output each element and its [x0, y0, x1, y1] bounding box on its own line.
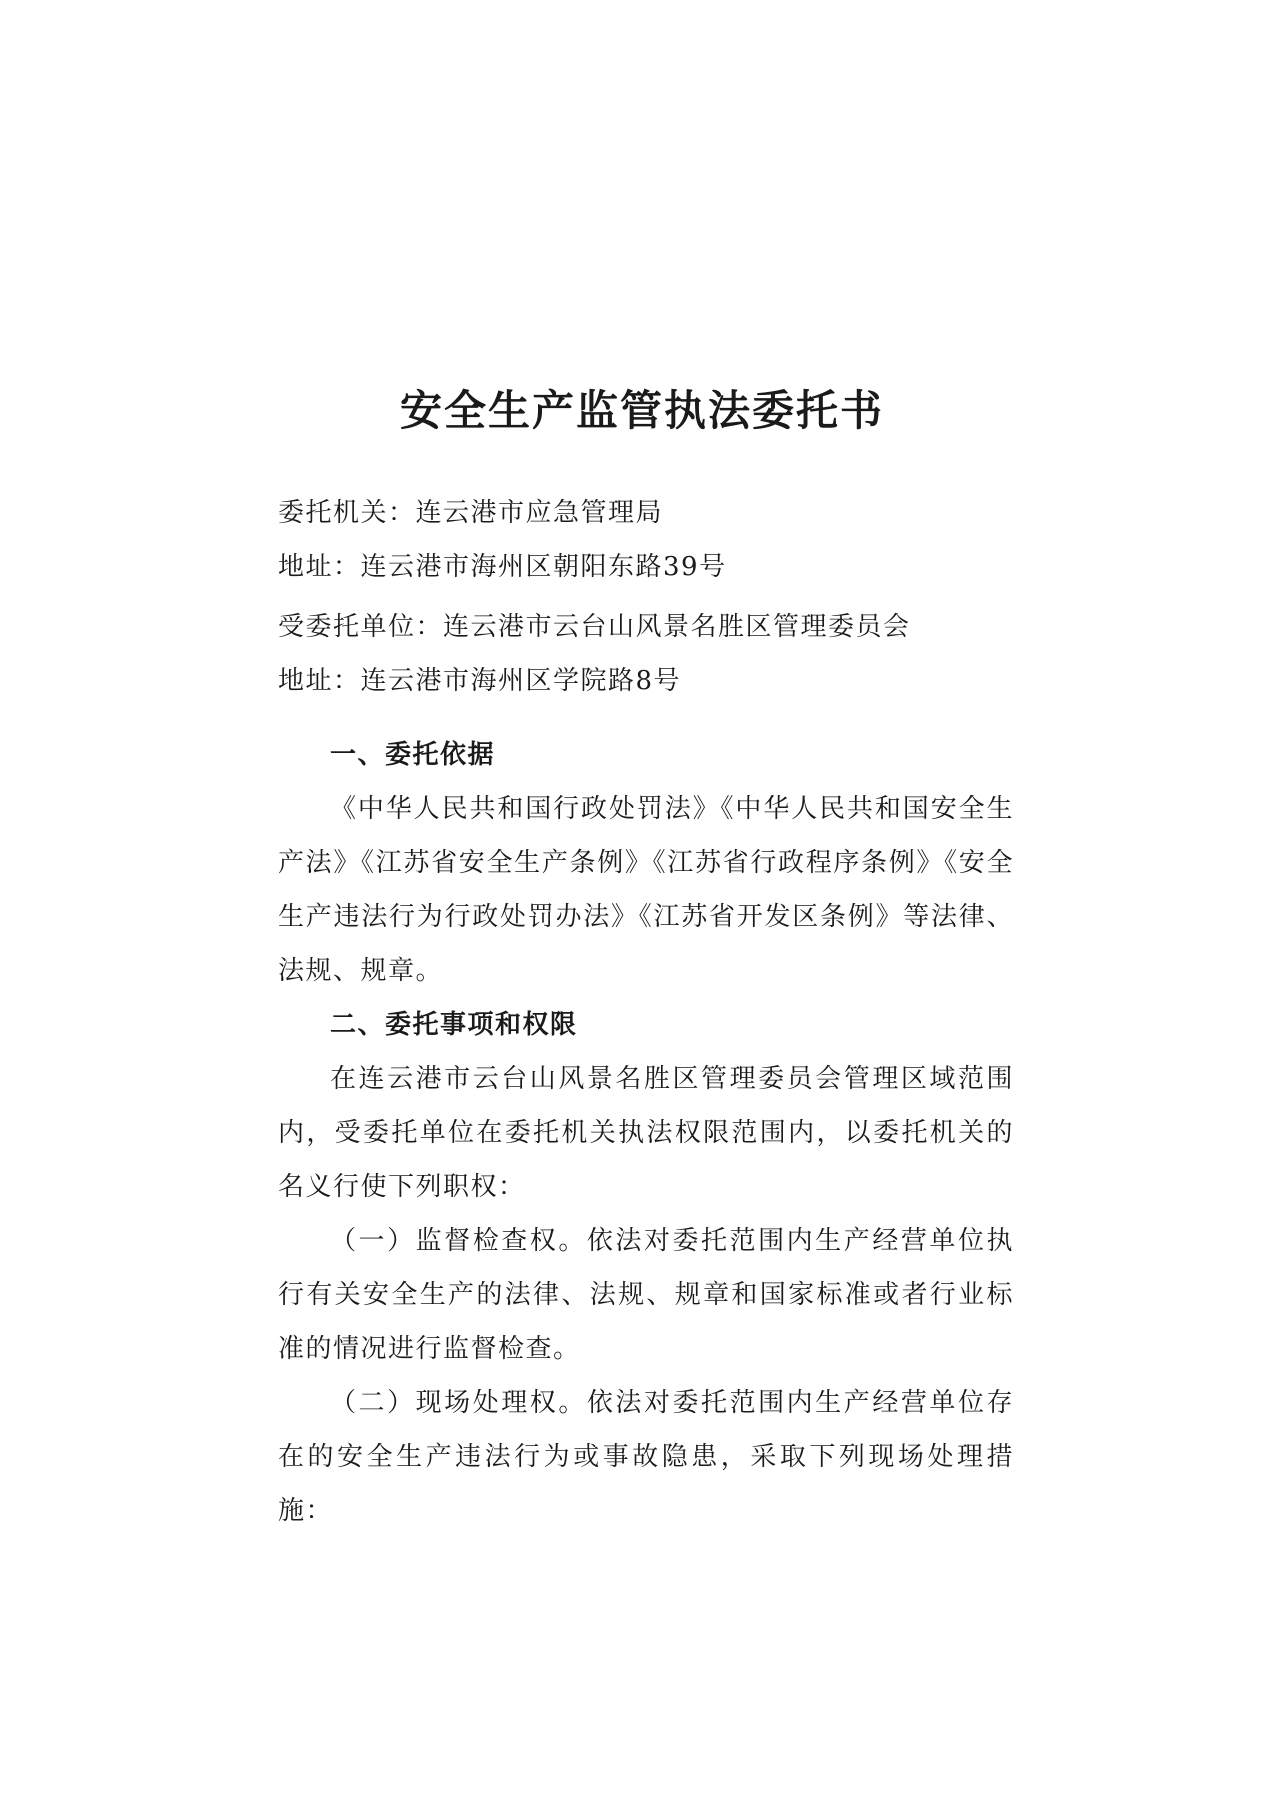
- entrusted-party-address-label: 地址：: [278, 666, 361, 696]
- entrusted-party-block: [278, 600, 1014, 708]
- sections-block: [278, 728, 1014, 1538]
- entrusting-party-address-line: [278, 540, 1014, 594]
- entrusted-party-address: 连云港市海州区学院路8号: [360, 666, 682, 696]
- entrusting-party-label: 委托机关：: [278, 498, 416, 528]
- entrusting-party-address: 连云港市海州区朝阳东路39号: [360, 552, 727, 582]
- section-paragraph: 在连云港市云台山风景名胜区管理委员会管理区域范围内，受委托单位在委托机关执法权限范围内，以委托机关的名义行使下列职权：: [278, 1064, 1014, 1202]
- section-heading-basis: 一、委托依据: [330, 740, 496, 770]
- entrusting-party-address-label: 地址：: [278, 552, 361, 582]
- entrusting-party-name: 连云港市应急管理局: [415, 498, 664, 528]
- section-paragraph: 《中华人民共和国行政处罚法》《中华人民共和国安全生产法》《江苏省安全生产条例》《江苏省行政程序条例》《安全生产违法行为行政处罚办法》《江苏省开发区条例》等法律、法规、规章。: [278, 794, 1014, 986]
- entrusting-party-line: [278, 486, 1014, 540]
- entrusted-party-name: 连云港市云台山风景名胜区管理委员会: [443, 612, 911, 642]
- section-heading-matters: 二、委托事项和权限: [330, 1010, 578, 1040]
- section-paragraph-inspection: （一）监督检查权。依法对委托范围内生产经营单位执行有关安全生产的法律、法规、规章和国家标准或者行业标准的情况进行监督检查。: [278, 1226, 1014, 1364]
- document-title: 安全生产监管执法委托书: [399, 386, 884, 435]
- entrusted-party-line: [278, 600, 1014, 654]
- section-paragraph-onsite: （二）现场处理权。依法对委托范围内生产经营单位存在的安全生产违法行为或事故隐患，采取下列现场处理措施：: [278, 1388, 1014, 1526]
- entrusted-party-address-line: [278, 654, 1014, 708]
- entrusted-party-label: 受委托单位：: [278, 612, 444, 642]
- entrusting-party-block: [278, 486, 1014, 594]
